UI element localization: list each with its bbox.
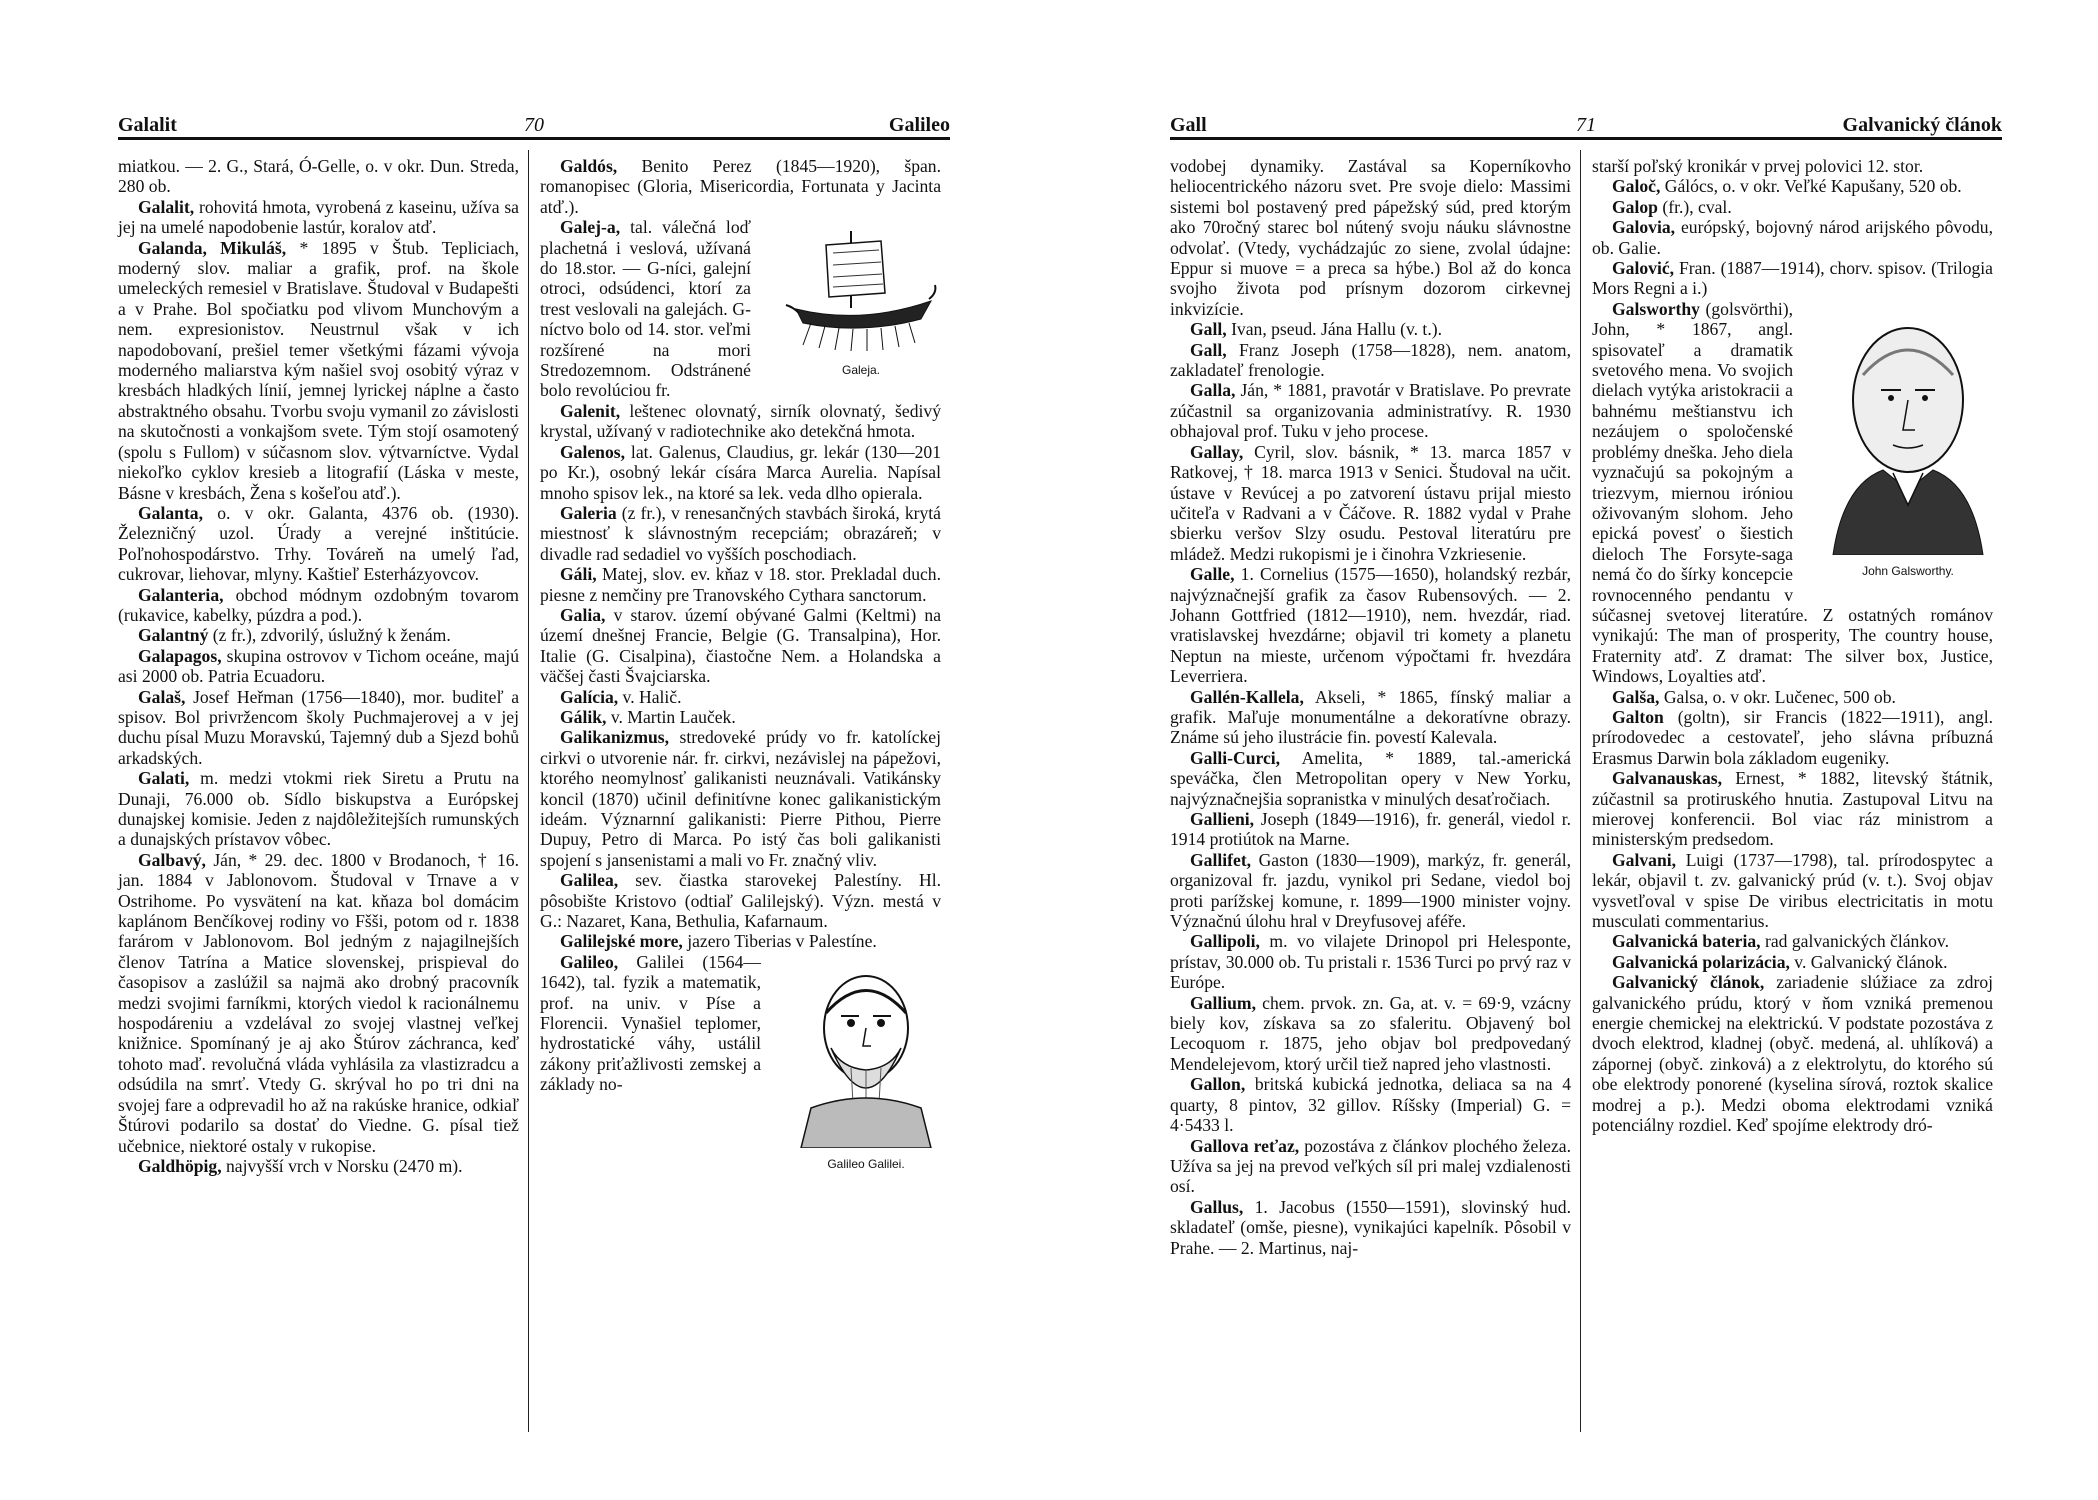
- entry-text: najvyšší vrch v Norsku (2470 m).: [221, 1155, 463, 1176]
- figure-caption: Galeja.: [841, 362, 881, 377]
- entry-headword: Galdós,: [560, 156, 618, 176]
- entry-text: tal. válečná loď plachetná i veslová, užívaná do 18.stor. — G-níci, galejní otroci, odsúdenci, ktorí za trest veslovali na galejách. G-níctvo bolo od 14. stor. veľmi rozšírené na mori Stredozemnom. Odstránené bolo revolúciou fr.: [540, 217, 751, 401]
- column-right: [1592, 156, 1993, 1136]
- dictionary-entry: [1592, 217, 1993, 258]
- entry-text: starší poľský kronikár v prvej polovici 12. stor.: [1592, 156, 1924, 176]
- entry-text: * 1895 v Štub. Tepliciach, moderný slov. maliar a grafik, prof. na škole umeleckých remesiel v Bratislave. Študoval v Budapešti a v Prahe. Bol spočiatku pod vlivom Munchovým a nem. expresionistov. Neustrnul však v ich napodobovaní, prešiel temer všetkými fázami vývoja moderného maliarstva kým našiel svoj osobitý výraz v kresbách hladkých línií, jemnej lyrickej náplne a často abstraktného obsahu. Tvorbu svoju vymanil zo závislosti na skutočnosti a vonkajšom svete. Tým stojí osamotený (spolu s Fullom) v súčasnom slov. výtvarníctve. Vydal niekoľko cyklov kresieb a litografií (Láska v meste, Básne v kresbách, Žena s košeľou atď.).: [118, 237, 520, 503]
- entry-text: 1. Jacobus (1550—1591), slovinský hud. skladateľ (omše, piesne), vynikajúci kapelník. Pôsobil v Prahe. — 2. Martinus, naj-: [1170, 1196, 1571, 1258]
- entry-headword: Galanta,: [138, 502, 204, 523]
- entry-text: Gálócs, o. v okr. Veľké Kapušany, 520 ob.: [1660, 176, 1962, 197]
- entry-text: chem. prvok. zn. Ga, at. v. = 69·9, vzácny biely kov, získava sa zo sfaleritu. Objavený bol Lecoquom r. 1875, jeho objav bol predpovedaný Mendelejevom, ktorý určil tiež napred jeho vlastnosti.: [1170, 992, 1571, 1074]
- dictionary-entry: [540, 931, 941, 951]
- entries-list: [1170, 156, 1571, 1258]
- entry-headword: Galalit,: [138, 196, 195, 217]
- entry-text: obchod módnym ozdobným tovarom (rukavice, kabelky, púzdra a pod.).: [118, 584, 519, 625]
- dictionary-entry: [118, 585, 519, 626]
- dictionary-entry: [1170, 1074, 1571, 1135]
- dictionary-entry: [1170, 156, 1571, 319]
- entry-text: Matej, slov. ev. kňaz v 18. stor. Prekladal duch. piesne z nemčiny pre Tranovského Cythara sanctorum.: [540, 564, 941, 605]
- entry-headword: Galenit,: [560, 400, 621, 421]
- galley-ship-illustration: [781, 223, 941, 353]
- entry-headword: Galej-a,: [560, 217, 621, 238]
- entries-list: [1592, 156, 1993, 1136]
- entry-headword: Galoč,: [1612, 176, 1661, 197]
- header-rule: [1170, 137, 2002, 140]
- figure-caption: John Galsworthy.: [1862, 564, 1954, 579]
- dictionary-entry: [118, 625, 519, 645]
- galley-figure: [761, 223, 941, 380]
- entry-text: Galilei (1564—1642), tal. fyzik a matematik, prof. na univ. v Píse a Florencii. Vynašiel teplomer, hydrostatické váhy, ustálil zákony priťažlivosti zemskej a základy no-: [540, 951, 761, 1095]
- galileo-portrait-illustration: [791, 958, 941, 1148]
- entry-headword: Galikanizmus,: [560, 727, 670, 748]
- entry-headword: Galdhöpig,: [138, 1155, 222, 1176]
- entry-text: (golsvörthi), John, * 1867, angl. spisovateľ a dramatik svetového mena. Vo svojich dielach vytýka aristokracii a bahnému meštianstvu ich nezáujem o spoločenské problémy dneška. Jeho diela vyznačujú sa pokojným a triezvym, miernou iróniou oživovaným slohom. Jeho epická povesť o šiestich dieloch The Forsyte-saga nemá čo do šírky koncepcie rovnocenného pendantu v súčasnej svetovej literatúre. Z ostatných románov vynikajú: The man of prosperity, The country house, Fraternity atď. Z dramat: The silver box, Justice, Windows, Loyalties atď.: [1592, 298, 1993, 687]
- entry-headword: Gallay,: [1190, 441, 1244, 462]
- entry-headword: Galvanická polarizácia,: [1612, 951, 1790, 972]
- dictionary-entry: [540, 605, 941, 687]
- entry-text: Joseph (1849—1916), fr. generál, viedol r. 1914 protiútok na Marne.: [1170, 809, 1571, 850]
- entry-text: m. medzi vtokmi riek Siretu a Prutu na Dunaji, 76.000 ob. Sídlo biskupstva a Európskej dunajskej komisie. Jeden z najdôležitejších rumunských a dunajských prístavov vôbec.: [118, 768, 519, 850]
- entry-text: skupina ostrovov v Tichom oceáne, majú asi 2000 ob. Patria Ecuadoru.: [118, 645, 519, 687]
- entry-text: (z fr.), v renesančných stavbách široká, krytá miestnosť k slávnostným recepciám; obrazáreň; v divadle rad sedadiel vo vyšších poschodiach.: [540, 502, 941, 564]
- entry-text: v. Halič.: [618, 686, 682, 707]
- dictionary-entry: [118, 768, 519, 850]
- column-divider: [1580, 150, 1581, 1432]
- entry-text: Akseli, * 1865, fínský maliar a grafik. Maľuje monumentálne a dekoratívne obrazy. Známe sú jeho ilustrácie fin. povestí Kalevala.: [1170, 686, 1571, 748]
- entry-text: Gaston (1830—1909), markýz, fr. generál, organizoval fr. jazdu, vynikol pri Sedane, viedol boj proti parížskej komune, r. 1899—1900 minister vojny. Význačnú úlohu hral v Dreyfusovej aféře.: [1170, 849, 1571, 932]
- entry-headword: Gallus,: [1190, 1196, 1244, 1217]
- figure-caption: Galileo Galilei.: [827, 1157, 905, 1172]
- entry-text: Franz Joseph (1758—1828), nem. anatom, zakladateľ frenologie.: [1170, 339, 1571, 381]
- entry-headword: Galícia,: [560, 686, 619, 707]
- entry-headword: Gálik,: [560, 706, 607, 727]
- galileo-figure: [771, 958, 941, 1175]
- dictionary-entry: [540, 442, 941, 503]
- entry-headword: Galati,: [138, 768, 190, 789]
- dictionary-entry: [118, 687, 519, 769]
- dictionary-entry: [1592, 299, 1993, 687]
- dictionary-entry: [540, 870, 941, 931]
- dictionary-entry: [1592, 972, 1993, 1135]
- dictionary-entry: [1592, 850, 1993, 932]
- header-left-word: Galalit: [118, 114, 177, 136]
- entry-headword: Galla,: [1190, 380, 1236, 401]
- entry-headword: Galovia,: [1612, 217, 1676, 238]
- entry-text: Benito Perez (1845—1920), špan. romanopisec (Gloria, Misericordia, Fortunata y Jacinta atď.).: [540, 156, 941, 217]
- dictionary-entry: [1592, 952, 1993, 972]
- entry-text: (fr.), cval.: [1657, 196, 1732, 217]
- entry-text: rad galvanických článkov.: [1760, 931, 1949, 952]
- dictionary-entry: [1592, 156, 1993, 176]
- dictionary-entry: [118, 503, 519, 585]
- dictionary-entry: [1170, 319, 1571, 339]
- entry-headword: Galenos,: [560, 441, 626, 462]
- entry-headword: Galantný: [138, 625, 209, 646]
- entry-text: jazero Tiberias v Palestíne.: [682, 931, 877, 952]
- page-header: [118, 112, 950, 138]
- dictionary-entry: [1592, 258, 1993, 299]
- entry-headword: Galia,: [560, 604, 606, 625]
- header-right-word: Galileo: [888, 114, 950, 136]
- entry-headword: Gallipoli,: [1190, 931, 1260, 952]
- entry-text: sev. čiastka starovekej Palestíny. Hl. pôsobište Kristovo (odtiaľ Galilejský). Význ. mestá v G.: Nazaret, Kana, Bethulia, Kafarnaum.: [540, 870, 941, 932]
- entry-headword: Galeria: [560, 502, 617, 523]
- dictionary-entry: [540, 401, 941, 442]
- header-left-word: Gall: [1170, 114, 1207, 136]
- entry-text: o. v okr. Galanta, 4376 ob. (1930). Železničný uzol. Úrady a verejné inštitúcie. Poľnohospodárstvo. Trhy. Továreň na umelý ľad, cukrovar, liehovar, mlyny. Kaštieľ Esterházyovcov.: [118, 502, 519, 585]
- entry-headword: Galli-Curci,: [1190, 747, 1281, 768]
- dictionary-entry: [118, 197, 519, 238]
- dictionary-entry: [1170, 564, 1571, 686]
- dictionary-entry: [1170, 931, 1571, 992]
- entry-text: (z fr.), zdvorilý, úslužný k ženám.: [208, 625, 451, 646]
- entry-headword: Gall,: [1190, 319, 1227, 340]
- entry-text: zariadenie slúžiace za zdroj galvanického prúdu, ktorý v ňom vzniká premenou energie chemickej na elektrickú. V podstate pozostáva z dvoch elektrod, kladnej (obyč. medená, al. uhlíková) a zápornej (obyč. zinková) a z elektrolytu, do ktorého sú obe elektrody ponorené (kyselina sírová, roztok skalice modrej a p.). Medzi oboma elektrodami vzniká potenciálny rozdiel. Keď spojíme elektrody dró-: [1592, 972, 1993, 1136]
- dictionary-entry: [1170, 1197, 1571, 1258]
- dictionary-entry: [118, 1156, 519, 1176]
- dictionary-entry: [1170, 380, 1571, 441]
- entry-text: európský, bojovný národ arijského pôvodu, ob. Galie.: [1592, 217, 1993, 258]
- entry-text: lat. Galenus, Claudius, gr. lekár (130—201 po Kr.), osobný lekár císára Marca Aurelia. Napísal mnoho spisov lek., na ktoré sa lek. veda dlho opierala.: [540, 441, 941, 503]
- dictionary-entry: [540, 564, 941, 605]
- column-right: [540, 156, 941, 1181]
- dictionary-entry: [118, 850, 519, 1156]
- entry-text: Fran. (1887—1914), chorv. spisov. (Trilogia Mors Regni a i.): [1592, 258, 1993, 299]
- entry-headword: Gallieni,: [1190, 809, 1255, 829]
- entry-text: rohovitá hmota, vyrobená z kaseinu, užíva sa jej na umelé napodobenie lastúr, koralov atď.: [118, 196, 519, 238]
- entry-headword: Gallon,: [1190, 1074, 1246, 1095]
- dictionary-entry: [118, 156, 519, 197]
- header-rule: [118, 137, 950, 140]
- dictionary-entry: [1170, 993, 1571, 1075]
- entry-headword: Galilejské more,: [560, 931, 683, 952]
- entry-text: Josef Heřman (1756—1840), mor. buditeľ a spisov. Bol privržencom školy Puchmajerovej a v jej duchu písal Muzu Moravskú, Tajemný dub a Sjezd bohů arkadských.: [118, 686, 519, 768]
- entry-text: miatkou. — 2. G., Stará, Ó-Gelle, o. v okr. Dun. Streda, 280 ob.: [118, 156, 519, 197]
- entry-text: Amelita, * 1889, tal.-americká speváčka, člen Metropolitan opery v New Yorku, najvýznačnejšia sopranistka v minulých desaťročiach.: [1170, 747, 1571, 809]
- entry-headword: Gáli,: [560, 564, 597, 585]
- entry-headword: Gallium,: [1190, 992, 1256, 1013]
- dictionary-entry: [540, 707, 941, 727]
- entry-text: m. vo vilajete Drinopol pri Helesponte, prístav, 30.000 ob. Tu pristali r. 1536 Turci po prvý raz v Európe.: [1170, 931, 1571, 993]
- entry-headword: Gallén-Kallela,: [1190, 686, 1304, 707]
- dictionary-entry: [1592, 687, 1993, 707]
- dictionary-entry: [540, 156, 941, 217]
- entries-list: [540, 156, 941, 1172]
- dictionary-entry: [1592, 197, 1993, 217]
- entry-headword: Galle,: [1190, 564, 1235, 585]
- page-number: 70: [524, 114, 544, 136]
- entry-headword: Galilea,: [560, 870, 619, 891]
- entry-text: Ján, * 1881, pravotár v Bratislave. Po prevrate zúčastnil sa organizovania administratívy. R. 1930 obhajoval prof. Tuku v jeho procese.: [1170, 380, 1571, 442]
- entry-text: v. Martin Lauček.: [606, 706, 736, 727]
- entry-text: stredoveké prúdy vo fr. katolíckej cirkvi o utvorenie nár. fr. cirkvi, nezávislej na pápežovi, ktorého neomylnosť galikanisti neuznávali. Vatikánsky koncil (1870) učinil definitívne konec galikanistickým ideám. Význarnní galikanisti: Pierre Pithou, Pierre Dupuy, Petro di Marca. Po istý čas boli galikanisti spojení s jansenistami a mali vo Fr. značný vliv.: [540, 727, 941, 870]
- entry-text: vodobej dynamiky. Zastával sa Koperníkovho heliocentrického názoru svet. Pre svoje dielo: Massimi sistemi bol postavený pred pápežský súd, pred ktorým ako 70ročný starec bol nútený svoju náuku slávnostne odvolať. (Vtedy, vychádzajúc zo siene, zvolal údajne: Eppur si muove = a preca sa hýbe.) Bol až do konca svojho života pod prísnym dozorom cirkevnej inkvizície.: [1170, 156, 1571, 319]
- column-divider: [528, 150, 529, 1432]
- dictionary-entry: [540, 727, 941, 870]
- entry-text: (goltn), sir Francis (1822—1911), angl. prírodovedec a cestovateľ, jeho slávna príbuzná Erasmus Darwin bola základom eugeniky.: [1592, 706, 1993, 768]
- entry-headword: Gallova reťaz,: [1190, 1135, 1300, 1156]
- page-header: [1170, 112, 2002, 138]
- entry-headword: Galanda, Mikuláš,: [138, 237, 287, 258]
- dictionary-entry: [118, 238, 519, 503]
- entry-headword: Galović,: [1612, 258, 1675, 279]
- entry-text: leštenec olovnatý, sirník olovnatý, šedivý krystal, užívaný v radiotechnike ako detekčná hmota.: [540, 400, 941, 442]
- entry-headword: Galvanauskas,: [1612, 768, 1723, 789]
- entry-text: v. Galvanický článok.: [1789, 951, 1948, 972]
- dictionary-entry: [1170, 809, 1571, 850]
- entry-text: Luigi (1737—1798), tal. prírodospytec a lekár, objavil t. zv. galvanický prúd (v. t.). Svoj objav vysvetľoval v spise De viribus electricitatis in motu musculati commentarius.: [1592, 849, 1993, 932]
- dictionary-entry: [1170, 1136, 1571, 1197]
- galsworthy-figure: [1803, 305, 1993, 582]
- entry-headword: Galileo,: [560, 951, 619, 972]
- left-page: [118, 0, 950, 1500]
- entry-text: Cyril, slov. básnik, * 13. marca 1857 v Ratkovej, † 18. marca 1913 v Senici. Študoval na učit. ústave v Revúcej a po zatvorení ústavu prijal miesto učiteľa v Radvani a v Čáčove. R. 1882 vydal v Prahe sbierku veršov Slzy osudu. Pestoval literatúru pre mládež. Medzi rukopismi je i činohra Vzkriesenie.: [1170, 441, 1571, 564]
- dictionary-entry: [1170, 340, 1571, 381]
- dictionary-entry: [1592, 931, 1993, 951]
- entry-headword: Galša,: [1612, 686, 1660, 707]
- entry-headword: Galvani,: [1612, 849, 1677, 870]
- dictionary-entry: [540, 503, 941, 564]
- entry-headword: Galanteria,: [138, 584, 224, 605]
- header-right-word: Galvanický článok: [1842, 114, 2002, 136]
- entry-headword: Galop: [1612, 196, 1658, 217]
- dictionary-entry: [540, 687, 941, 707]
- entry-text: britská kubická jednotka, deliaca sa na 4 quarty, 8 pintov, 32 gillov. Ríšsky (Imperial) G. = 4·5433 l.: [1170, 1074, 1571, 1136]
- dictionary-entry: [540, 217, 941, 401]
- entry-headword: Galbavý,: [138, 849, 206, 870]
- entry-headword: Galapagos,: [138, 645, 222, 666]
- dictionary-entry: [118, 646, 519, 687]
- dictionary-entry: [1170, 442, 1571, 564]
- dictionary-entry: [1592, 176, 1993, 196]
- page-number: 71: [1576, 114, 1596, 136]
- entry-headword: Galaš,: [138, 686, 186, 707]
- dictionary-entry: [1170, 850, 1571, 932]
- entry-headword: Galton: [1612, 706, 1664, 727]
- entry-headword: Galvanický článok,: [1612, 972, 1765, 993]
- entries-list: [118, 156, 519, 1176]
- entry-headword: Galvanická bateria,: [1612, 931, 1761, 952]
- dictionary-entry: [1170, 748, 1571, 809]
- dictionary-entry: [1592, 707, 1993, 768]
- entry-text: Ernest, * 1882, litevský štátnik, zúčastnil sa protiruského hnutia. Zastupoval Litvu na mierovej konferencii. Bol viac ráz ministrom a ministerským predsedom.: [1592, 768, 1993, 850]
- entry-text: v starov. území obývané Galmi (Keltmi) na území dnešnej Francie, Belgie (G. Transalpina), Hor. Italie (G. Cisalpina), čiastočne Nem. a Holandska a väčšej časti Švajciarska.: [540, 604, 941, 687]
- entry-text: Ivan, pseud. Jána Hallu (v. t.).: [1226, 319, 1442, 340]
- dictionary-entry: [1592, 768, 1993, 850]
- dictionary-entry: [1170, 687, 1571, 748]
- column-left: [1170, 156, 1571, 1258]
- column-left: [118, 156, 519, 1176]
- entry-headword: Galsworthy: [1612, 298, 1700, 319]
- entry-headword: Gall,: [1190, 339, 1227, 360]
- dictionary-entry: [540, 951, 941, 1172]
- right-page: [1170, 0, 2002, 1500]
- entry-text: Galsa, o. v okr. Lučenec, 500 ob.: [1659, 686, 1896, 707]
- entry-text: 1. Cornelius (1575—1650), holandský rezbár, najvýznačnejší grafik za časov Rubensových. — 2. Johann Gottfried (1812—1910), nem. hvezdár, riad. vratislavskej hvezdárne; objavil tri komety a planetu Neptun na mieste, určenom výpočtami fr. hvezdára Leverriera.: [1170, 564, 1571, 687]
- galsworthy-portrait-illustration: [1823, 305, 1993, 555]
- entry-headword: Gallifet,: [1190, 849, 1252, 870]
- entry-text: Ján, * 29. dec. 1800 v Brodanoch, † 16. jan. 1884 v Jablonovom. Študoval v Trnave a v Ostrihome. Po vysvätení na kat. kňaza bol domácim kaplánom Benčíkovej rodiny vo Fšši, potom od r. 1838 farárom v Jablonovom. Bol jedným z najagilnejších členov Tatrína a Matice slovenskej, prispieval do časopisov a zaslúžil sa najmä ako drobný pracovník medzi svojimi farníkmi, ktorých viedol k racionálnemu hospodáreniu a vzdelával zo svojej vlastnej veľkej knižnice. Spomínaný je aj ako Štúrov záchranca, keď tohoto maď. revolučná vláda vyhlásila za vlastizradcu a odsúdila na smrť. Vtedy G. skrýval ho po tri dni na svojej fare a odprevadil ho až na rakúske hranice, odkiaľ Štúrovi podarilo sa dostať do Viedne. G. písal tiež učebnice, niektoré ostaly v rukopise.: [118, 849, 519, 1156]
- entry-text: pozostáva z článkov plochého železa. Užíva sa jej na prevod veľkých síl pri malej vzdialenosti osí.: [1170, 1135, 1571, 1197]
